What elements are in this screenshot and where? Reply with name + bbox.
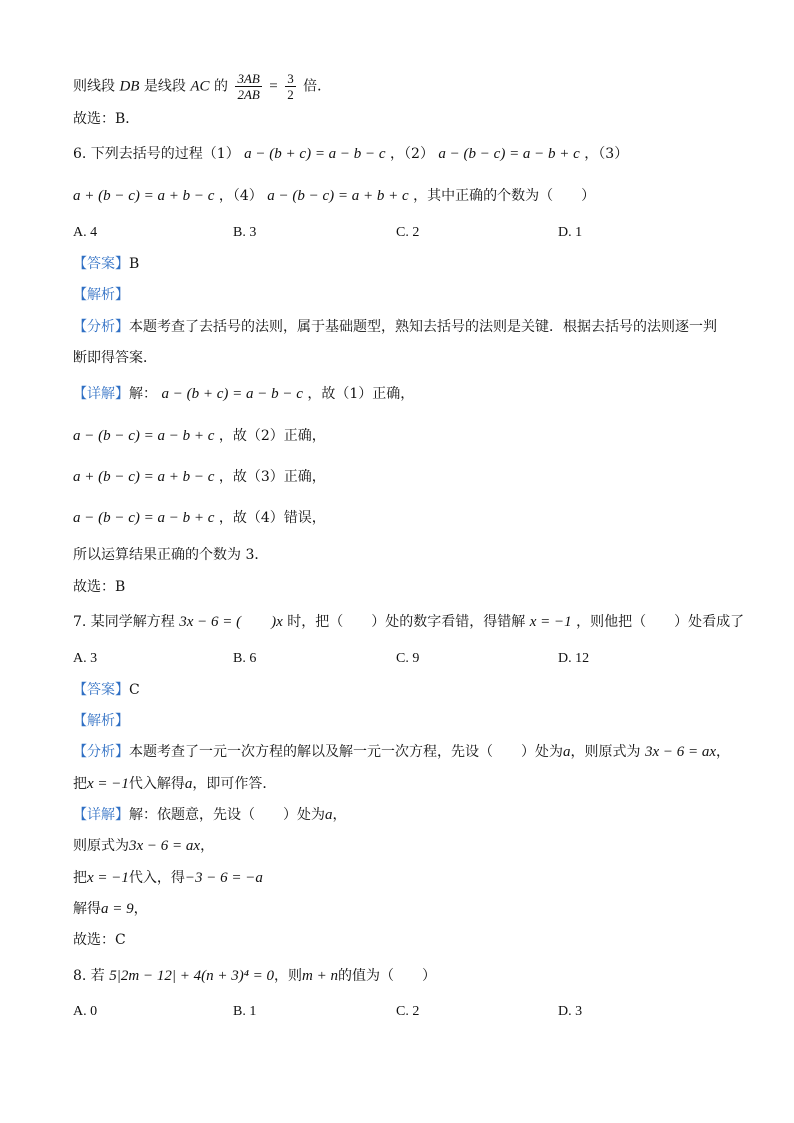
fraction-3-2 [285, 71, 296, 102]
ratio-mid: 是线段 [143, 78, 186, 95]
q7-answer [73, 680, 140, 700]
q6-analysis-tag: 【解析】 [73, 287, 129, 303]
q8-option-c: C. 2 [396, 1004, 420, 1019]
q7-l2-a: 则原式为 [73, 838, 129, 854]
q8-stem-expr: 5|2m − 12| + 4(n + 3)⁴ = 0 [109, 968, 275, 984]
q6-expr-2: a − (b − c) = a − b + c [438, 146, 580, 162]
q7-stem [73, 612, 744, 632]
fraction-numerator: 3AB [237, 71, 260, 86]
q7-option-c: C. 9 [396, 651, 420, 666]
q7-stem-expr2: x = −1 [529, 614, 572, 630]
q6-stem-line1 [73, 144, 628, 164]
xiangjie-var: a [325, 807, 333, 823]
q6-choice: 故选：B [73, 579, 126, 595]
answer-tag: 【答案】 [73, 682, 129, 698]
fenxi-text: 本题考查了去括号的法则，属于基础题型，熟知去括号的法则是关键．根据去括号的法则逐一判 [129, 319, 717, 335]
q8-stem-expr2: m + n [302, 968, 339, 984]
fraction-denominator: 2 [287, 87, 294, 102]
q6-option-d: D. 1 [558, 225, 583, 240]
q6-stem-line2 [73, 186, 595, 206]
q7-l3-b: 代入，得 [128, 870, 185, 886]
q6-fenxi-line2: 断即得答案． [73, 350, 157, 366]
q7-stem-mid: 时，把（ ）处的数字看错，得错解 [287, 614, 526, 630]
q6-step3-text: ，故（3）正确， [218, 469, 326, 485]
xiangjie-tag: 【详解】 [73, 807, 129, 823]
q6-step4 [73, 508, 326, 528]
fenxi-text-b: ，则原式为 [570, 744, 641, 760]
q7-choice: 故选：C [73, 932, 126, 948]
fenxi-tag: 【分析】 [73, 744, 129, 760]
q8-stem [73, 966, 436, 986]
q6-sep-3: ，（4） [218, 188, 263, 204]
q7-l4-expr: a = 9 [101, 901, 134, 917]
q6-stem-prefix: 6. 下列去括号的过程（1） [73, 146, 240, 162]
q6-sep-1: ，（2） [390, 146, 434, 162]
q6-step3 [73, 467, 326, 487]
q6-step4-text: ，故（4）错误， [218, 510, 326, 526]
q6-conclusion: 所以运算结果正确的个数为 3． [73, 547, 269, 563]
fenxi-tag: 【分析】 [73, 319, 129, 335]
q7-l4-b: ， [133, 901, 148, 917]
ratio-prefix: 则线段 [73, 78, 115, 95]
ratio-suffix: 倍． [303, 78, 332, 95]
q6-answer [73, 254, 139, 274]
xiangjie-end: ， [332, 807, 347, 823]
q6-step4-expr: a − (b − c) = a − b + c [73, 510, 215, 526]
fraction-3ab-2ab [235, 71, 261, 102]
fraction-denominator: 2AB [237, 87, 260, 102]
fenxi2-c: ，即可作答． [192, 776, 277, 792]
q6-step2-text: ，故（2）正确， [218, 428, 326, 444]
q7-fenxi-line2 [73, 774, 276, 794]
q7-option-b: B. 6 [233, 651, 257, 666]
q7-l2-expr: 3x − 6 = ax [129, 838, 201, 854]
q6-option-b: B. 3 [233, 225, 257, 240]
q8-option-d: D. 3 [558, 1004, 583, 1019]
fenxi-text-c: ， [716, 744, 731, 760]
q6-expr-4: a − (b − c) = a + b + c [267, 188, 409, 204]
q7-l4-a: 解得 [73, 901, 101, 917]
ratio-de: 的 [213, 78, 228, 95]
q8-option-b: B. 1 [233, 1004, 257, 1019]
q6-expr-1: a − (b + c) = a − b − c [244, 146, 386, 162]
top-choice: 故选：B． [73, 111, 140, 127]
xiangjie-text: 解：依题意，先设（ ）处为 [129, 807, 325, 823]
q7-option-a: A. 3 [73, 651, 98, 666]
xiangjie-prefix: 解： [129, 386, 157, 402]
q7-stem-expr: 3x − 6 = ( )x [179, 614, 283, 630]
q7-option-d: D. 12 [558, 651, 590, 666]
fenxi2-a: 把 [73, 776, 87, 792]
fraction-numerator: 3 [287, 71, 294, 86]
q7-analysis-tag: 【解析】 [73, 713, 129, 729]
segment-ac: AC [190, 78, 210, 95]
q6-expr-3: a + (b − c) = a + b − c [73, 188, 215, 204]
q6-step3-expr: a + (b − c) = a + b − c [73, 469, 215, 485]
q7-l2-b: ， [200, 838, 215, 854]
fenxi-var: a [563, 744, 571, 760]
q7-stem-prefix: 7. 某同学解方程 [73, 614, 175, 630]
q6-sep-2: ，（3） [584, 146, 629, 162]
equals-sign: = [269, 78, 278, 95]
ratio-line [73, 71, 331, 102]
q6-step1-text: ，故（1）正确， [307, 386, 415, 402]
fenxi2-expr: x = −1 [87, 776, 129, 792]
fenxi2-var: a [184, 776, 193, 792]
q8-stem-tail: 的值为（ ） [338, 968, 437, 984]
q7-l3-a: 把 [73, 870, 87, 886]
fenxi-text: 本题考查了一元一次方程的解以及解一元一次方程，先设（ ）处为 [129, 744, 563, 760]
q7-fenxi-line1 [73, 742, 730, 762]
q6-option-c: C. 2 [396, 225, 420, 240]
fenxi2-b: 代入解得 [128, 776, 185, 792]
answer-value: C [129, 682, 140, 698]
segment-db: DB [119, 78, 140, 95]
q6-step1-expr: a − (b + c) = a − b − c [161, 386, 303, 402]
q7-xiangjie-line1 [73, 805, 347, 825]
q7-line4 [73, 899, 148, 919]
q8-stem-prefix: 8. 若 [73, 968, 105, 984]
q7-line3 [73, 868, 263, 888]
q6-fenxi-line1 [73, 317, 717, 337]
q7-l3-expr2: −3 − 6 = −a [184, 870, 263, 886]
answer-value: B [129, 256, 140, 272]
q7-l3-expr: x = −1 [87, 870, 129, 886]
q7-stem-tail: ，则他把（ ）处看成了 [576, 614, 745, 630]
fenxi-expr: 3x − 6 = ax [644, 744, 717, 760]
q6-xiangjie-line1 [73, 384, 414, 404]
xiangjie-tag: 【详解】 [73, 386, 129, 402]
q6-option-a: A. 4 [73, 225, 98, 240]
q6-step2-expr: a − (b − c) = a − b + c [73, 428, 215, 444]
q7-line2 [73, 836, 214, 856]
q6-step2 [73, 426, 326, 446]
q8-option-a: A. 0 [73, 1004, 98, 1019]
answer-tag: 【答案】 [73, 256, 129, 272]
q8-stem-mid: ，则 [274, 968, 303, 984]
q6-tail: ，其中正确的个数为（ ） [413, 188, 596, 204]
